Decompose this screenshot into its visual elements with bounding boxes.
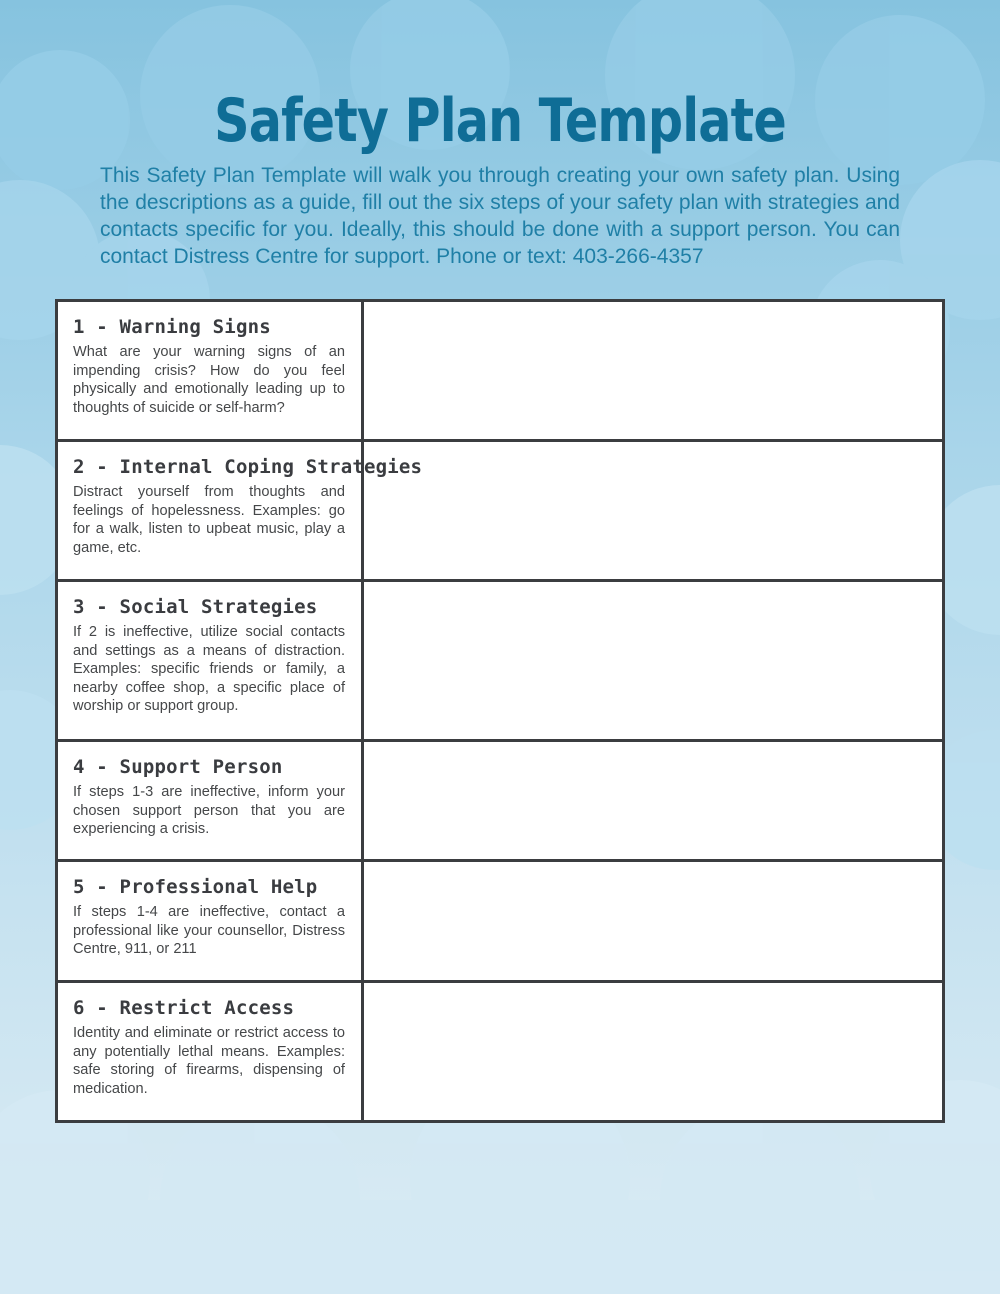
step-2-response-field[interactable] [364,442,942,579]
step-5-response-field[interactable] [364,862,942,980]
step-row-social-strategies [58,582,942,742]
step-description: If steps 1-3 are ineffective, inform your chosen support person that you are experiencing a crisis. [73,784,345,837]
step-row-internal-coping [58,442,942,582]
step-description: If 2 is ineffective, utilize social contacts and settings as a means of distraction. Examples: specific friends or family, a nearby coffee shop, a specific place of worship or support group. [73,624,345,714]
step-label-cell [58,582,364,739]
step-title: 2 - Internal Coping Strategies [73,456,423,478]
step-6-response-field[interactable] [364,983,942,1120]
step-row-support-person [58,742,942,862]
step-description: If steps 1-4 are ineffective, contact a professional like your counsellor, Distress Centre, 911, or 211 [73,904,345,957]
step-description: Identity and eliminate or restrict access to any potentially lethal means. Examples: safe storing of firearms, dispensing of medication. [73,1025,345,1097]
step-title: 6 - Restrict Access [73,997,295,1019]
safety-plan-table [55,299,945,1123]
step-title: 4 - Support Person [73,756,283,778]
step-title: 5 - Professional Help [73,876,318,898]
step-label-cell [58,442,423,579]
step-label-cell [58,983,364,1120]
step-label-cell [58,302,364,439]
intro-paragraph: This Safety Plan Template will walk you through creating your own safety plan. Using the descriptions as a guide, fill out the six steps of your safety plan with strategies and contacts specific for you. Ideally, this should be done with a support person. You can contact Distress Centre for support. Phone or text: 403-266-4357 [100,164,900,268]
step-row-warning-signs [58,302,942,442]
step-title: 3 - Social Strategies [73,596,318,618]
step-description: What are your warning signs of an impending crisis? How do you feel physically and emotionally leading up to thoughts of suicide or self-harm? [73,344,345,416]
step-title: 1 - Warning Signs [73,316,271,338]
step-row-restrict-access [58,983,942,1120]
step-3-response-field[interactable] [364,582,942,739]
step-description: Distract yourself from thoughts and feelings of hopelessness. Examples: go for a walk, listen to upbeat music, play a game, etc. [73,484,345,556]
step-label-cell [58,742,364,859]
step-label-cell [58,862,364,980]
step-4-response-field[interactable] [364,742,942,859]
page-title: Safety Plan Template [214,86,786,156]
step-1-response-field[interactable] [364,302,942,439]
step-row-professional-help [58,862,942,983]
